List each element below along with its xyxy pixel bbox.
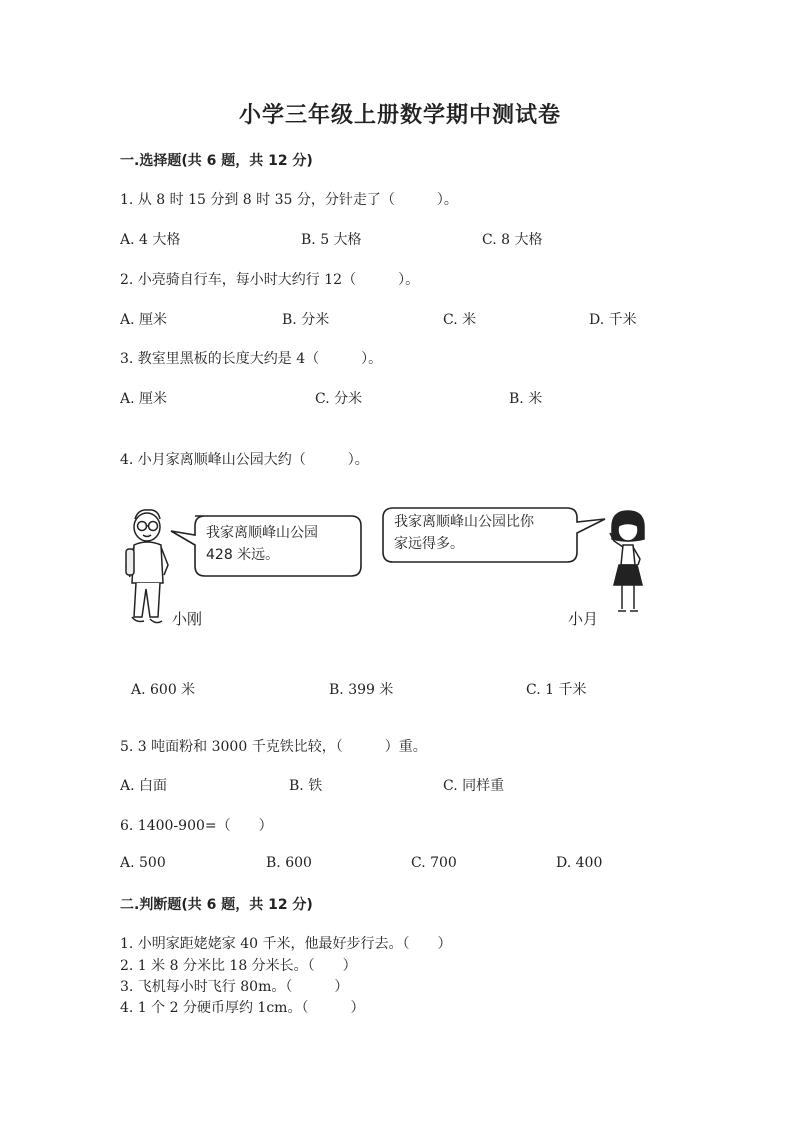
option-c: C. 700 bbox=[411, 855, 457, 871]
option-b: B. 分米 bbox=[282, 312, 330, 328]
option-d: D. 400 bbox=[556, 855, 603, 871]
option-a: A. 500 bbox=[120, 855, 166, 871]
section-heading-choice: 一.选择题(共 6 题，共 12 分) bbox=[120, 153, 313, 169]
question-2: 2. 小亮骑自行车，每小时大约行 12（ ）。 bbox=[120, 272, 420, 288]
option-b: B. 5 大格 bbox=[301, 232, 362, 248]
option-a: A. 4 大格 bbox=[120, 232, 181, 248]
question-5: 5. 3 吨面粉和 3000 千克铁比较，（ ）重。 bbox=[120, 739, 427, 755]
girl-figure bbox=[604, 509, 654, 621]
option-c: C. 8 大格 bbox=[482, 232, 543, 248]
option-c: C. 1 千米 bbox=[526, 682, 587, 698]
page-title: 小学三年级上册数学期中测试卷 bbox=[238, 102, 561, 128]
speech-text-right: 我家离顺峰山公园比你 家远得多。 bbox=[394, 514, 534, 552]
option-b: B. 600 bbox=[266, 855, 312, 871]
option-b: B. 399 米 bbox=[329, 682, 394, 698]
option-a: A. 600 米 bbox=[131, 682, 196, 698]
character-name-right: 小月 bbox=[568, 610, 599, 628]
judgment-item-1: 1. 小明家距姥姥家 40 千米，他最好步行去。（ ） bbox=[120, 936, 452, 952]
option-c: C. 同样重 bbox=[443, 778, 505, 794]
option-a: A. 厘米 bbox=[120, 391, 168, 407]
question-6: 6. 1400-900=（ ） bbox=[120, 818, 273, 834]
judgment-item-3: 3. 飞机每小时飞行 80m。（ ） bbox=[120, 979, 349, 995]
judgment-item-4: 4. 1 个 2 分硬币厚约 1cm。（ ） bbox=[120, 1000, 365, 1016]
section-heading-judgment: 二.判断题(共 6 题，共 12 分) bbox=[120, 897, 313, 913]
option-a: A. 厘米 bbox=[120, 312, 168, 328]
option-d: D. 千米 bbox=[589, 312, 637, 328]
question-3: 3. 教室里黑板的长度大约是 4（ ）。 bbox=[120, 351, 383, 367]
speech-text-left: 我家离顺峰山公园 428 米远。 bbox=[206, 525, 318, 563]
option-b: B. 米 bbox=[509, 391, 543, 407]
character-name-left: 小刚 bbox=[172, 610, 203, 628]
judgment-item-2: 2. 1 米 8 分米比 18 分米长。（ ） bbox=[120, 958, 357, 974]
option-c: C. 分米 bbox=[315, 391, 363, 407]
option-c: C. 米 bbox=[443, 312, 477, 328]
option-a: A. 白面 bbox=[120, 778, 168, 794]
option-b: B. 铁 bbox=[289, 778, 323, 794]
question-4: 4. 小月家离顺峰山公园大约（ ）。 bbox=[120, 452, 369, 468]
question-1: 1. 从 8 时 15 分到 8 时 35 分，分针走了（ ）。 bbox=[120, 192, 458, 208]
